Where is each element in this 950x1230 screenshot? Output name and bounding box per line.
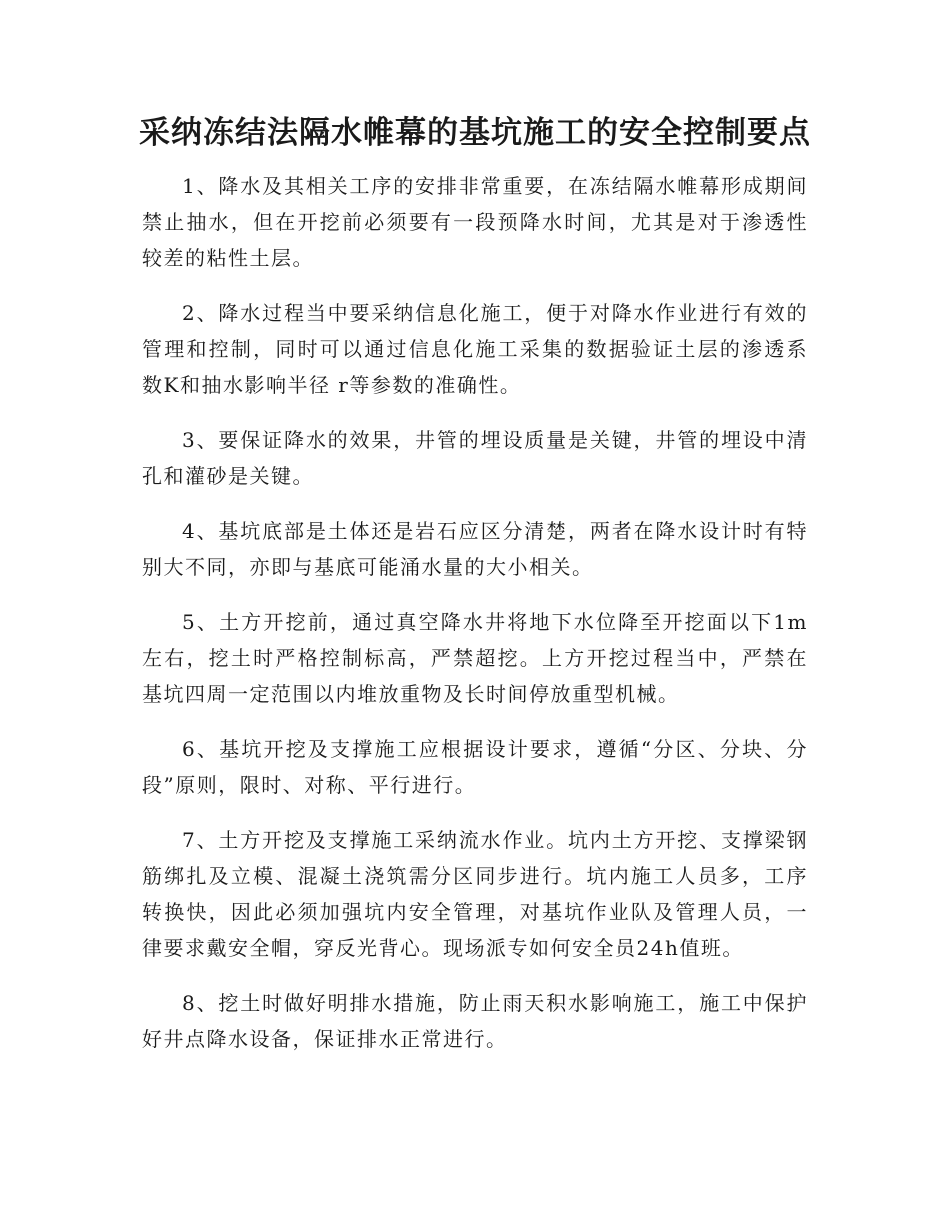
- document-body: [142, 168, 808, 1076]
- paragraph-8: 8、挖土时做好明排水措施，防止雨天积水影响施工，施工中保护好井点降水设备，保证排水正常进行。: [142, 991, 808, 1051]
- paragraph-1: 1、降水及其相关工序的安排非常重要，在冻结隔水帷幕形成期间禁止抽水，但在开挖前必须要有一段预降水时间，尤其是对于渗透性较差的粘性土层。: [142, 174, 808, 270]
- paragraph-7: 7、土方开挖及支撑施工采纳流水作业。坑内土方开挖、支撑梁钢筋绑扎及立模、混凝土浇筑需分区同步进行。坑内施工人员多，工序转换快，因此必须加强坑内安全管理，对基坑作业队及管理人员，一律要求戴安全帽，穿反光背心。现场派专如何安全员24h值班。: [142, 828, 808, 960]
- paragraph-5: 5、土方开挖前，通过真空降水井将地下水位降至开挖面以下1m左右，挖土时严格控制标高，严禁超挖。上方开挖过程当中，严禁在基坑四周一定范围以内堆放重物及长时间停放重型机械。: [142, 610, 808, 706]
- paragraph-4: 4、基坑底部是土体还是岩石应区分清楚，两者在降水设计时有特别大不同，亦即与基底可能涌水量的大小相关。: [142, 519, 808, 579]
- paragraph-3: 3、要保证降水的效果，井管的埋设质量是关键，井管的埋设中清孔和灌砂是关键。: [142, 428, 808, 488]
- document-title: 采纳冻结法隔水帷幕的基坑施工的安全控制要点: [139, 115, 811, 151]
- paragraph-2: 2、降水过程当中要采纳信息化施工，便于对降水作业进行有效的管理和控制，同时可以通过信息化施工采集的数据验证土层的渗透系数K和抽水影响半径 r等参数的准确性。: [142, 301, 808, 397]
- paragraph-6: 6、基坑开挖及支撑施工应根据设计要求，遵循“分区、分块、分段”原则，限时、对称、平行进行。: [142, 737, 808, 797]
